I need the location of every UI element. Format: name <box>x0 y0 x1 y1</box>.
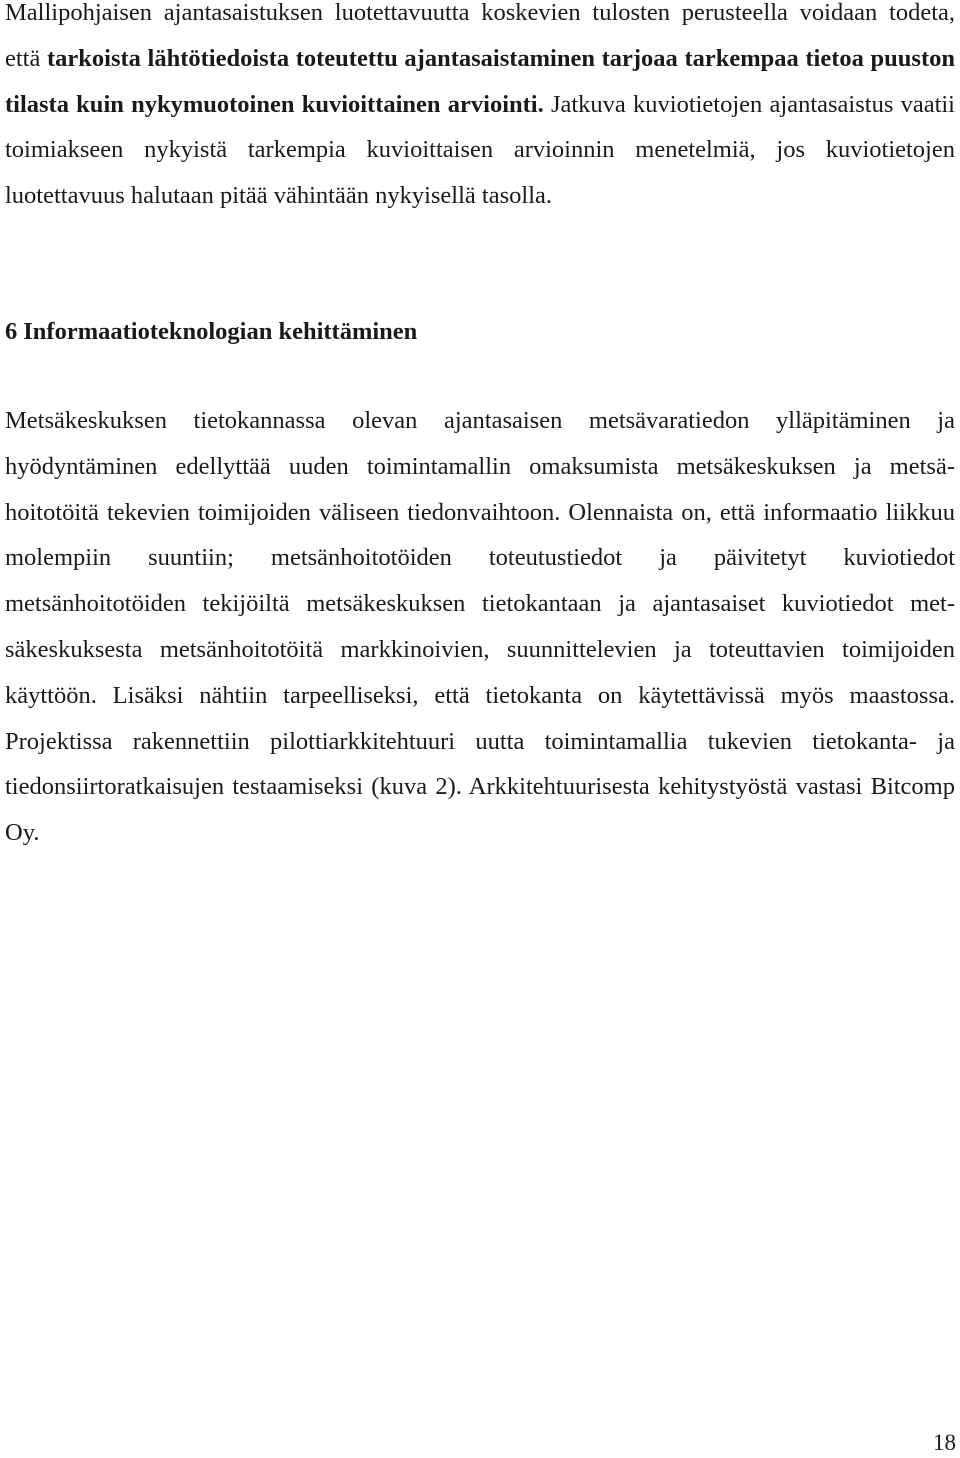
paragraph-1 <box>5 0 955 219</box>
page-number: 18 <box>933 1430 956 1455</box>
paragraph-1-lead: Mallipohjaisen ajantasaistuksen luotettavuutta koskevien tulosten perusteella voidaan todeta, että <box>5 0 955 72</box>
section-title: Informaatioteknologian kehittäminen <box>23 318 418 345</box>
section-number: 6 <box>5 318 18 345</box>
paragraph-2: Metsäkeskuksen tietokannassa olevan ajantasaisen metsävaratiedon ylläpitäminen ja hyödyntäminen edellyttää uuden toimintamallin omaksumista metsäkeskuksen ja metsähoitotöitä tekevien toimijoiden väliseen tiedonvaihtoon. Olennaista on, että informaatio liikkuu molempiin suuntiin; metsänhoitotöiden toteutustiedot ja päivitetyt kuviotiedot metsänhoitotöiden tekijöiltä metsäkeskuksen tietokantaan ja ajantasaiset kuviotiedot metsäkeskuksesta metsänhoitotöitä markkinoivien, suunnittelevien ja toteuttavien toimijoiden käyttöön. Lisäksi nähtiin tarpeelliseksi, että tietokanta on käytettävissä myös maastossa. Projektissa rakennettiin pilottiarkkitehtuuri uutta toimintamallia tukevien tietokanta- ja tiedonsiirtoratkaisujen testaamiseksi (kuva 2). Arkkitehtuurisesta kehitystyöstä vastasi Bitcomp Oy. <box>5 407 955 847</box>
paragraph-1-bold-statement: tarkoista lähtötiedoista toteutettu ajantasaistaminen tarjoaa tarkempaa tietoa puuston tilasta kuin nykymuotoinen kuvioittainen arviointi. <box>5 44 955 118</box>
paragraph-1-tail: Jatkuva kuviotietojen ajantasaistus vaatii toimiakseen nykyistä tarkempia kuvioittaisen arvioinnin menetelmiä, jos kuviotietojen luotettavuus halutaan pitää vähintään nykyisellä tasolla. <box>5 90 955 210</box>
section-heading <box>5 312 417 352</box>
